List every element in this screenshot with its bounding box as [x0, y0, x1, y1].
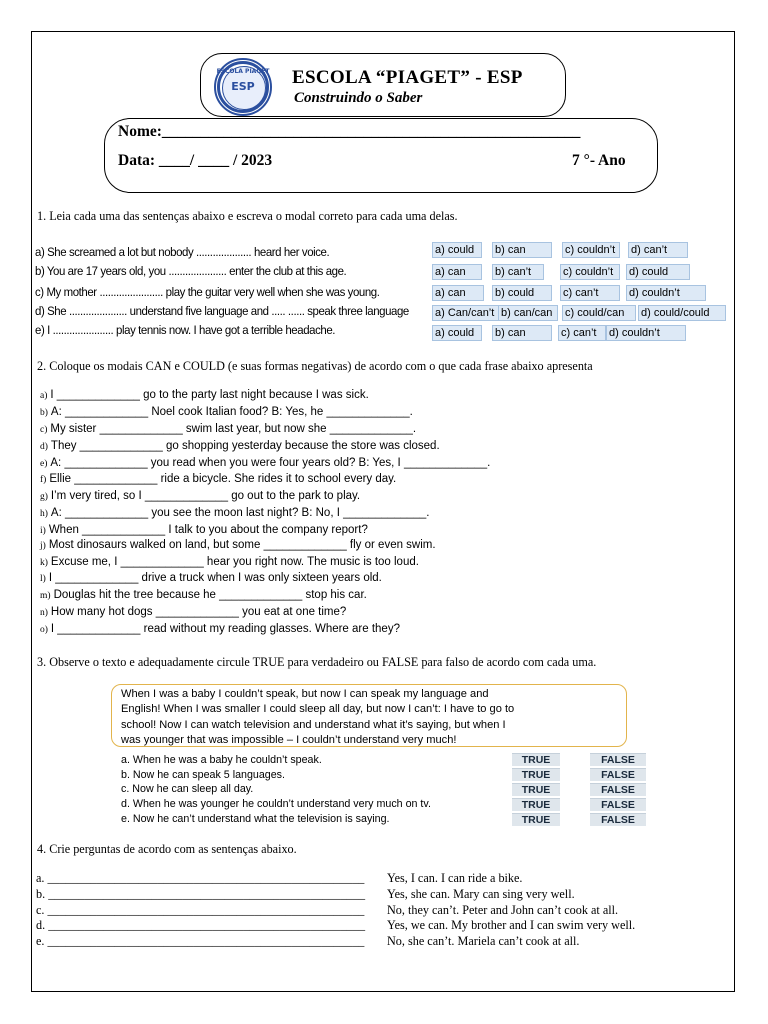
false-option[interactable]: FALSE	[590, 813, 646, 826]
q1-option[interactable]: a) could	[430, 242, 482, 258]
true-option[interactable]: TRUE	[512, 753, 560, 766]
date-field[interactable]: Data: ____/ ____ / 2023	[118, 152, 273, 169]
true-option[interactable]: TRUE	[512, 798, 560, 811]
q2-item[interactable]: e) A: _____________ you read when you were four years old? B: Yes, I _____________.	[40, 457, 491, 469]
q1-option[interactable]: d) could/could	[636, 305, 726, 321]
q4-answer: Yes, I can. I can ride a bike.	[387, 871, 523, 885]
q2-item[interactable]: d) They _____________ go shopping yesterday because the store was closed.	[40, 440, 440, 452]
q2-item[interactable]: i) When _____________ I talk to you about the company report?	[40, 524, 368, 536]
false-option[interactable]: FALSE	[590, 798, 646, 811]
q1-option[interactable]: d) could	[624, 264, 690, 280]
q4-item[interactable]: a. ____________________________________________________	[36, 871, 365, 885]
q4-answer: Yes, she can. Mary can sing very well.	[387, 887, 575, 901]
q1-sentence: e) I ...................... play tennis now. I have got a terrible headache.	[35, 323, 336, 337]
tf-statement: e. Now he can’t understand what the television is saying.	[121, 813, 390, 825]
tf-statement: a. When he was a baby he couldn’t speak.	[121, 754, 322, 766]
false-option[interactable]: FALSE	[590, 768, 646, 781]
q1-sentence: a) She screamed a lot but nobody .................... heard her voice.	[35, 245, 330, 259]
passage-line: English! When I was smaller I could sleep all day, but now I can’t: I have to go to	[121, 703, 515, 715]
q4-instruction: 4. Crie perguntas de acordo com as sentenças abaixo.	[37, 842, 297, 856]
true-option[interactable]: TRUE	[512, 783, 560, 796]
q4-item[interactable]: d. ____________________________________________________	[36, 918, 366, 932]
q1-option[interactable]: b) can	[490, 325, 552, 341]
grade-label: 7 °- Ano	[572, 152, 626, 169]
q2-item[interactable]: g) I’m very tired, so I _____________ go out to the park to play.	[40, 490, 361, 502]
passage-line: school! Now I can watch television and understand what it’s saying, but when I	[121, 719, 506, 731]
school-name: ESCOLA “PIAGET” - ESP	[292, 67, 523, 88]
q1-option[interactable]: d) couldn’t	[624, 285, 706, 301]
q1-option[interactable]: c) couldn’t	[560, 242, 620, 258]
q1-option[interactable]: a) can	[430, 264, 482, 280]
passage-line: When I was a baby I couldn’t speak, but now I can speak my language and	[121, 688, 489, 700]
q1-option[interactable]: c) can’t	[558, 285, 620, 301]
tf-statement: c. Now he can sleep all day.	[121, 783, 254, 795]
q4-answer: Yes, we can. My brother and I can swim very well.	[387, 918, 636, 932]
q2-item[interactable]: m) Douglas hit the tree because he _____________ stop his car.	[40, 589, 367, 601]
true-option[interactable]: TRUE	[512, 813, 560, 826]
q1-sentence: d) She ..................... understand five language and ..... ...... speak three language	[35, 304, 409, 318]
q4-answer: No, they can’t. Peter and John can’t cook at all.	[387, 903, 619, 917]
tf-statement: b. Now he can speak 5 languages.	[121, 769, 285, 781]
school-slogan: Construindo o Saber	[294, 90, 423, 106]
tf-statement: d. When he was younger he couldn’t understand very much on tv.	[121, 798, 431, 810]
school-logo	[214, 58, 272, 116]
q1-option[interactable]: d) can’t	[626, 242, 688, 258]
q1-option[interactable]: c) could/can	[560, 305, 636, 321]
q4-item[interactable]: b. ____________________________________________________	[36, 887, 366, 901]
q1-option[interactable]: b) can/can	[496, 305, 558, 321]
q1-option[interactable]: a) Can/can’t	[430, 305, 499, 321]
q1-sentence: c) My mother ....................... play the guitar very well when she was young.	[35, 285, 380, 299]
q4-item[interactable]: e. ____________________________________________________	[36, 934, 365, 948]
name-field[interactable]: Nome:______________________________________________________	[118, 123, 581, 140]
q2-item[interactable]: n) How many hot dogs _____________ you eat at one time?	[40, 606, 347, 618]
true-option[interactable]: TRUE	[512, 768, 560, 781]
passage-line: was younger that was impossible – I couldn’t understand very much!	[121, 734, 457, 746]
q2-instruction: 2. Coloque os modais CAN e COULD (e suas formas negativas) de acordo com o que cada frase abaixo apresenta	[37, 359, 593, 373]
q1-option[interactable]: d) couldn’t	[604, 325, 686, 341]
q2-item[interactable]: l) I _____________ drive a truck when I was only sixteen years old.	[40, 572, 382, 584]
q1-option[interactable]: a) can	[430, 285, 484, 301]
q2-item[interactable]: j) Most dinosaurs walked on land, but some _____________ fly or even swim.	[40, 539, 436, 551]
q2-item[interactable]: b) A: _____________ Noel cook Italian food? B: Yes, he _____________.	[40, 406, 413, 418]
q2-item[interactable]: h) A: _____________ you see the moon last night? B: No, I _____________.	[40, 507, 430, 519]
q1-option[interactable]: b) can	[490, 242, 552, 258]
q1-option[interactable]: b) could	[490, 285, 552, 301]
q4-item[interactable]: c. ____________________________________________________	[36, 903, 365, 917]
q1-option[interactable]: c) couldn’t	[558, 264, 620, 280]
q1-instruction: 1. Leia cada uma das sentenças abaixo e escreva o modal correto para cada uma delas.	[37, 209, 458, 223]
q2-item[interactable]: c) My sister _____________ swim last year, but now she _____________.	[40, 423, 417, 435]
false-option[interactable]: FALSE	[590, 783, 646, 796]
q2-item[interactable]: k) Excuse me, I _____________ hear you right now. The music is too loud.	[40, 556, 419, 568]
q4-answer: No, she can’t. Mariela can’t cook at all.	[387, 934, 580, 948]
q1-sentence: b) You are 17 years old, you ..................... enter the club at this age.	[35, 264, 347, 278]
logo-text-top: ESCOLA PIAGET	[216, 68, 270, 75]
logo-text-center: ESP	[231, 80, 255, 93]
q1-option[interactable]: b) can’t	[490, 264, 544, 280]
q3-instruction: 3. Observe o texto e adequadamente circule TRUE para verdadeiro ou FALSE para falso de acordo com cada uma.	[37, 655, 597, 669]
q2-item[interactable]: a) I _____________ go to the party last night because I was sick.	[40, 389, 369, 401]
q1-option[interactable]: c) can’t	[556, 325, 606, 341]
q2-item[interactable]: o) I _____________ read without my reading glasses. Where are they?	[40, 623, 400, 635]
q2-item[interactable]: f) Ellie _____________ ride a bicycle. She rides it to school every day.	[40, 473, 397, 485]
false-option[interactable]: FALSE	[590, 753, 646, 766]
q1-option[interactable]: a) could	[430, 325, 482, 341]
